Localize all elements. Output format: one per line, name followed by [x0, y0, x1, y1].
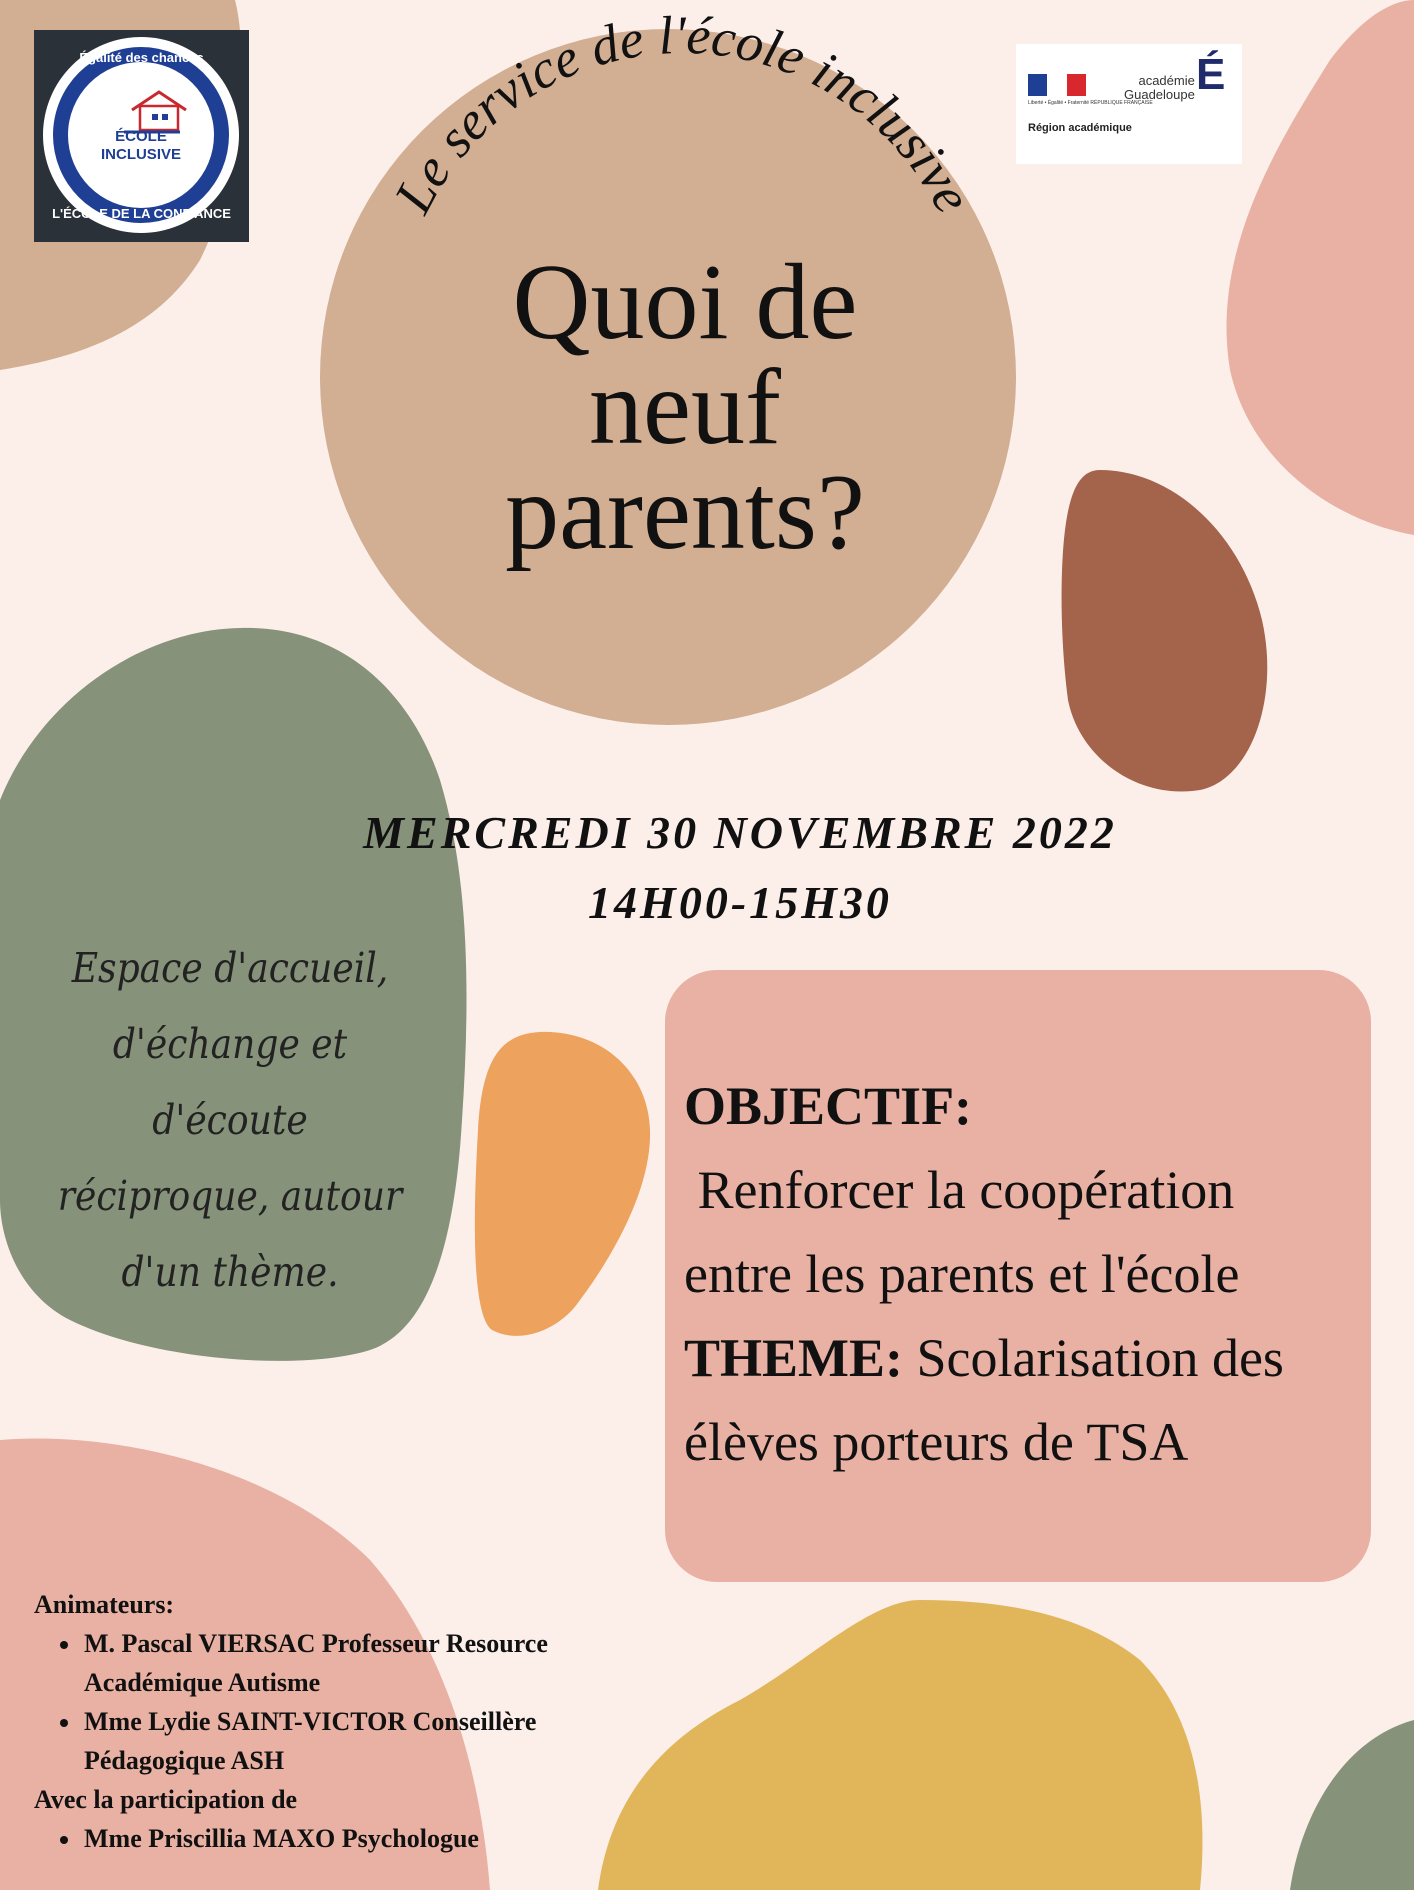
description-line-3: réciproque, autour: [57, 1172, 403, 1220]
theme-text: Scolarisation des: [903, 1328, 1284, 1388]
french-flag-icon: [1028, 74, 1086, 96]
theme-line-2: élèves porteurs de TSA: [684, 1412, 1189, 1472]
academie-e-letter: É: [1196, 50, 1226, 99]
animateur-2-line-2: Pédagogique ASH: [84, 1746, 285, 1775]
description-text: [36, 930, 423, 1310]
description-line-4: d'un thème.: [121, 1248, 339, 1296]
rust-blob: [1062, 470, 1268, 792]
animateur-1-line-1: M. Pascal VIERSAC Professeur Resource: [84, 1629, 548, 1658]
description-line-1: Espace d'accueil,: [71, 944, 389, 992]
pink-blob-top-right: [1226, 0, 1414, 535]
orange-blob: [475, 1032, 650, 1336]
sage-blob-bottom-right: [1290, 1720, 1414, 1890]
title-line-3: parents?: [505, 453, 865, 572]
info-box-text: [684, 1064, 1374, 1484]
academie-guadeloupe-logo: [1016, 44, 1242, 164]
animateur-1-line-2: Académique Autisme: [84, 1668, 321, 1697]
animateurs-heading: Animateurs:: [34, 1590, 175, 1619]
animateur-2-line-1: Mme Lydie SAINT-VICTOR Conseillère: [84, 1707, 537, 1736]
objectif-label: OBJECTIF:: [684, 1076, 973, 1136]
event-time: 14H00-15H30: [588, 877, 892, 928]
region-academique-label: Région académique: [1028, 122, 1132, 134]
objectif-line-2: entre les parents et l'école: [684, 1244, 1240, 1304]
animateurs-list: [34, 1624, 548, 1780]
logo-top-arc: Égalité des chances: [79, 50, 204, 65]
list-item: [82, 1702, 548, 1780]
title-line-2: neuf: [589, 348, 781, 467]
event-date: MERCREDI 30 NOVEMBRE 2022: [363, 807, 1117, 858]
theme-label: THEME:: [684, 1328, 904, 1388]
region-name: Guadeloupe: [1124, 87, 1195, 102]
event-date-block: [270, 798, 1210, 938]
logo-center-text: ÉCOLE INCLUSIVE: [100, 128, 181, 163]
list-item: • Mme Priscillia MAXO Psychologue: [82, 1819, 548, 1858]
list-item: [82, 1624, 548, 1702]
animateurs-section: [34, 1585, 548, 1858]
arc-title: Le service de l'école inclusive: [382, 4, 984, 223]
republic-motto: Liberté • Égalité • Fraternité RÉPUBLIQUE FRANÇAISE: [1028, 100, 1153, 106]
objectif-line-1: Renforcer la coopération: [684, 1160, 1235, 1220]
description-line-2: d'échange et d'écoute: [112, 1020, 348, 1144]
participation-heading: Avec la participation de: [34, 1785, 298, 1814]
academie-word: académie: [1138, 73, 1195, 88]
page-title: [345, 243, 1025, 572]
ecole-inclusive-logo: [34, 30, 249, 242]
academie-label: [1124, 74, 1195, 102]
title-line-1: Quoi de: [512, 243, 858, 362]
participants-list: [34, 1819, 548, 1858]
mustard-blob: [598, 1600, 1203, 1890]
logo-bottom-arc: L'ÉCOLE DE LA CONFIANCE: [52, 206, 231, 221]
